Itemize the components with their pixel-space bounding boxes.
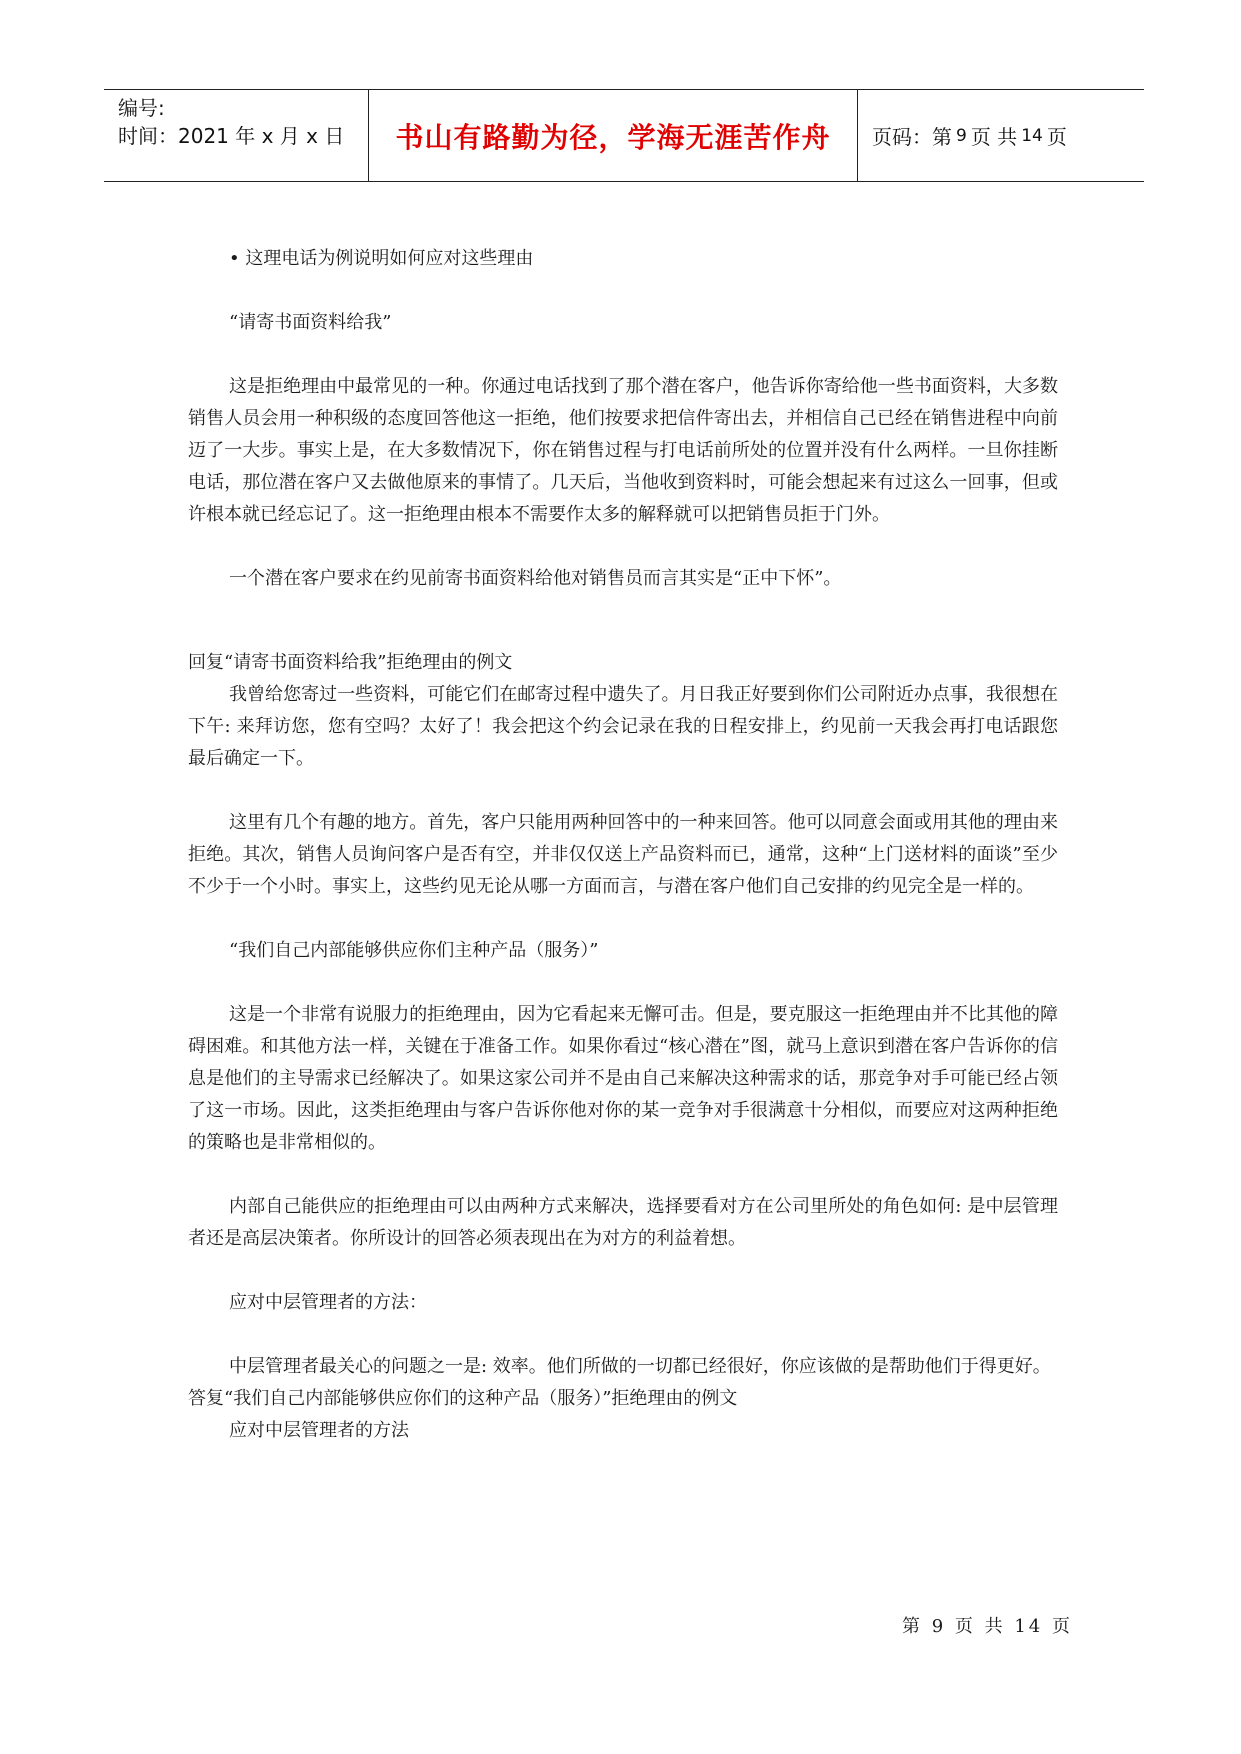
body-paragraph: 一个潜在客户要求在约见前寄书面资料给他对销售员而言其实是“正中下怀”。 [229, 568, 842, 589]
time-label: 时间：2021 年 x 月 x 日 [118, 124, 345, 148]
header-divider-left [368, 90, 369, 181]
body-paragraph: 内部自己能供应的拒绝理由可以由两种方式来解决，选择要看对方在公司里所处的角色如何: 是中层管理者还是高层决策者。你所设计的回答必须表现出在为对方的利益着想。 [188, 1196, 1058, 1249]
header-divider-right [857, 90, 858, 181]
body-paragraph: 这是一个非常有说服力的拒绝理由，因为它看起来无懈可击。但是，要克服这一拒绝理由并不比其他的障碍困难。和其他方法一样，关键在于准备工作。如果你看过“核心潜在”图，就马上意识到潜在客户告诉你的信息是他们的主导需求已经解决了。如果这家公司并不是由自己来解决这种需求的话，那竞争对手可能已经占领了这一市场。因此，这类拒绝理由与客户告诉你他对你的某一竞争对手很满意十分相似，而要应对这两种拒绝的策略也是非常相似的。 [188, 1004, 1058, 1153]
example-paragraph: 我曾给您寄过一些资料，可能它们在邮寄过程中遗失了。月日我正好要到你们公司附近办点事，我很想在下午: 来拜访您，您有空吗？太好了！我会把这个约会记录在我的日程安排上，约见前一天我会再打电话跟您最后确定一下。 [188, 684, 1058, 769]
page-current: 9 [956, 125, 967, 146]
header-page-info [872, 90, 1067, 181]
page-suffix: 页 [1046, 125, 1067, 149]
page-total: 14 [1021, 125, 1043, 146]
body-paragraph: 这是拒绝理由中最常见的一种。你通过电话找到了那个潜在客户，他告诉你寄给他一些书面资料，大多数销售人员会用一种积级的态度回答他这一拒绝，他们按要求把信件寄出去，并相信自己已经在销售进程中向前迈了一大步。事实上是，在大多数情况下，你在销售过程与打电话前所处的位置并没有什么两样。一旦你挂断电话，那位潜在客户又去做他原来的事情了。几天后，当他收到资料时，可能会想起来有过这么一回事，但或许根本就已经忘记了。这一拒绝理由根本不需要作太多的解释就可以把销售员拒于门外。 [188, 376, 1058, 525]
section-heading: 回复“请寄书面资料给我”拒绝理由的例文 [188, 652, 513, 673]
page-footer: 第 9 页 共 14 页 [902, 1616, 1073, 1637]
header-motto: 书山有路勤为径，学海无涯苦作舟 [395, 120, 831, 154]
quote-heading: “请寄书面资料给我” [229, 312, 392, 333]
header-meta [118, 94, 368, 150]
page-header [104, 89, 1144, 182]
page-mid: 页 共 [970, 125, 1018, 149]
doc-number-label: 编号: [118, 96, 165, 120]
subheading: 应对中层管理者的方法： [229, 1292, 427, 1313]
page-prefix: 页码：第 [872, 125, 952, 149]
subheading: 应对中层管理者的方法 [229, 1420, 409, 1441]
section-heading: 答复“我们自己内部能够供应你们的这种产品（服务）”拒绝理由的例文 [188, 1388, 738, 1409]
body-paragraph: 中层管理者最关心的问题之一是: 效率。他们所做的一切都已经很好，你应该做的是帮助他们于得更好。 [229, 1356, 1051, 1377]
body-paragraph: 这里有几个有趣的地方。首先，客户只能用两种回答中的一种来回答。他可以同意会面或用其他的理由来拒绝。其次，销售人员询问客户是否有空，并非仅仅送上产品资料而已，通常，这种“上门送材料的面谈”至少不少于一个小时。事实上，这些约见无论从哪一方面而言，与潜在客户他们自己安排的约见完全是一样的。 [188, 812, 1058, 897]
bullet-paragraph: • 这理电话为例说明如何应对这些理由 [229, 248, 534, 269]
document-body [188, 243, 1058, 1447]
quote-heading: “我们自己内部能够供应你们主种产品（服务）” [229, 940, 599, 961]
